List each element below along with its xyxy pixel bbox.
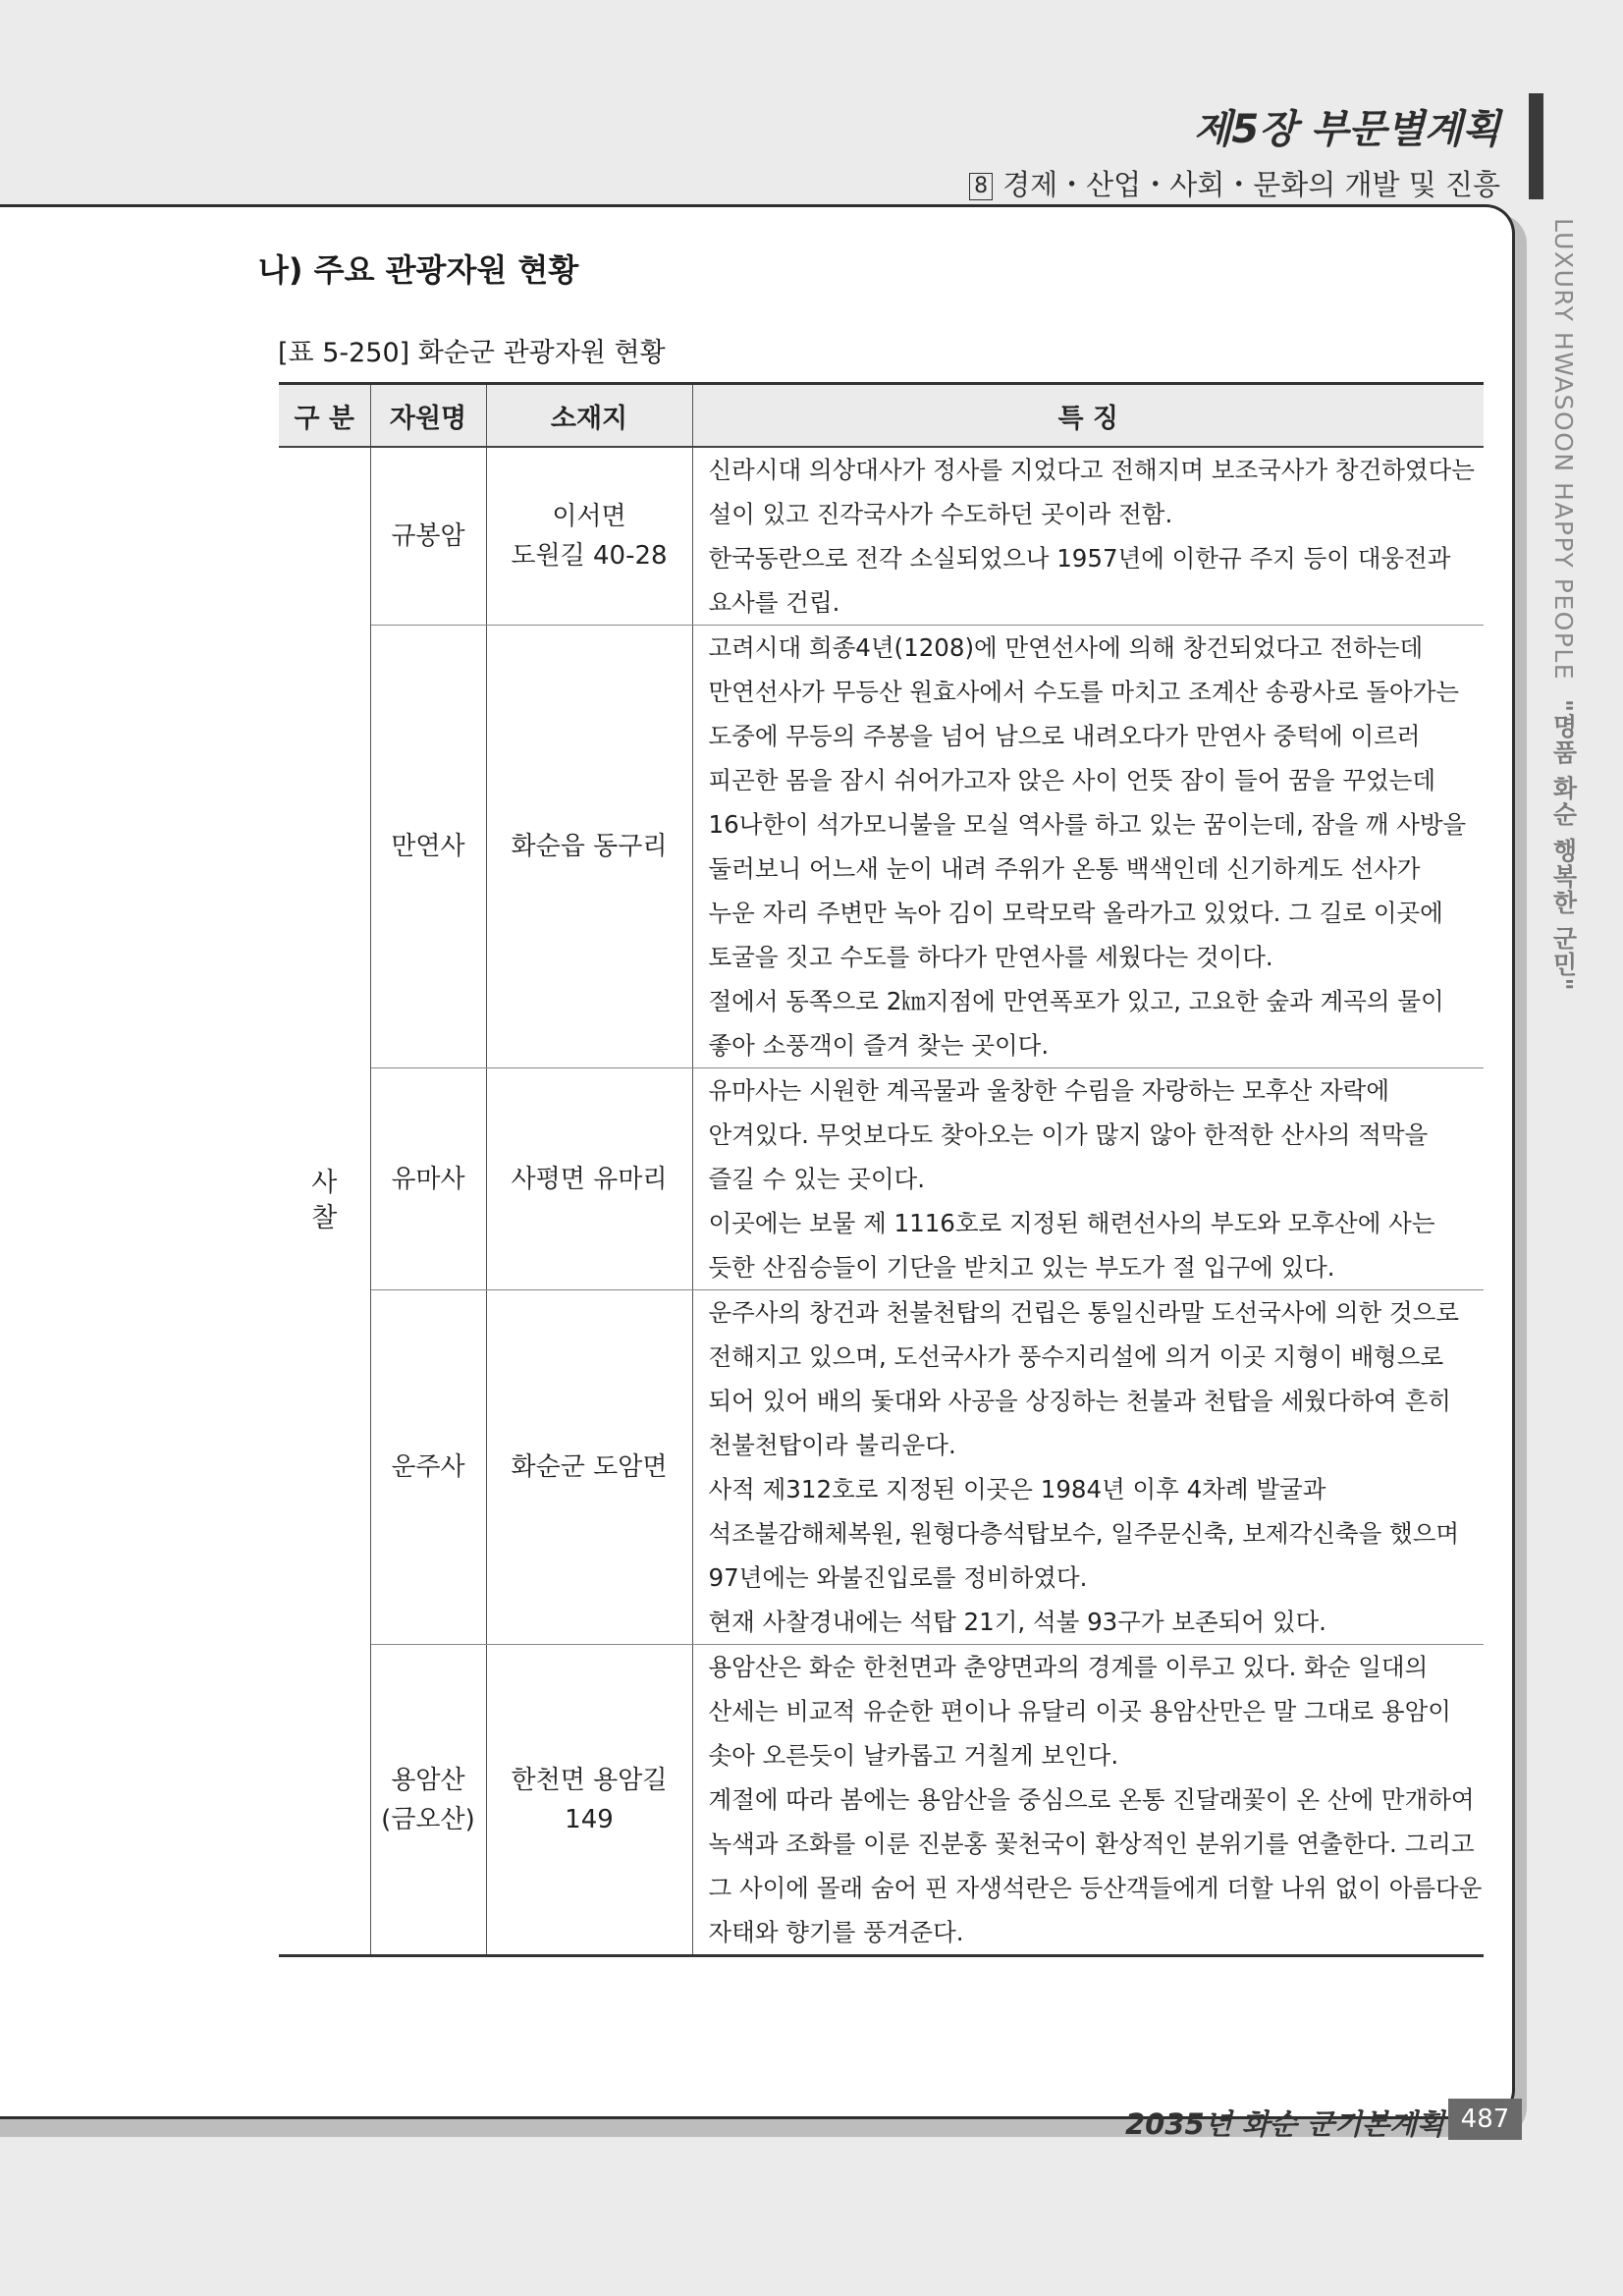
- feature-cell: [692, 1290, 1484, 1645]
- header-feature: 특 징: [692, 384, 1484, 448]
- section-number-box: 8: [969, 173, 993, 200]
- chapter-title: 제5장 부문별계획: [1193, 107, 1500, 152]
- feature-line: 계절에 따라 봄에는 용암산을 중심으로 온통 진달래꽃이 온 산에 만개하여: [708, 1785, 1475, 1814]
- resource-name: 유마사: [391, 1164, 465, 1194]
- feature-cell: [692, 1068, 1484, 1290]
- resource-name-cell: [370, 1290, 486, 1645]
- feature-line: 누운 자리 주변만 녹아 김이 모락모락 올라가고 있었다. 그 길로 이곳에: [708, 899, 1443, 927]
- resource-name-cell: [370, 447, 486, 626]
- feature-line: 그 사이에 몰래 숨어 핀 자생석란은 등산객들에게 더할 나위 없이 아름다운: [708, 1874, 1483, 1902]
- resource-name: 운주사: [391, 1452, 465, 1482]
- resource-name-cell: [370, 1068, 486, 1290]
- location-text: 이서면: [552, 502, 626, 531]
- feature-line: 되어 있어 배의 돛대와 사공을 상징하는 천불과 천탑을 세웠다하여 흔히: [708, 1387, 1451, 1415]
- feature-line: 천불천탑이라 불리운다.: [708, 1431, 956, 1459]
- feature-line: 피곤한 몸을 잠시 쉬어가고자 앉은 사이 언뜻 잠이 들어 꿈을 꾸었는데: [708, 766, 1436, 794]
- location-cell: [486, 1290, 692, 1645]
- location-text: 사평면 유마리: [511, 1164, 668, 1194]
- feature-cell: [692, 626, 1484, 1068]
- side-slogan-korean: "명품 화순 행복한 군민": [1549, 699, 1578, 993]
- location-text: 149: [565, 1804, 614, 1834]
- feature-line: 한국동란으로 전각 소실되었으나 1957년에 이한규 주지 등이 대웅전과: [708, 544, 1451, 573]
- header-accent-bar: [1529, 93, 1543, 199]
- header-name: 자원명: [370, 384, 486, 448]
- feature-line: 고려시대 희종4년(1208)에 만연선사에 의해 창건되었다고 전하는데: [708, 633, 1424, 662]
- resource-name: 용암산: [391, 1765, 465, 1795]
- feature-line: 운주사의 창건과 천불천탑의 건립은 통일신라말 도선국사에 의한 것으로: [708, 1298, 1460, 1327]
- feature-line: 녹색과 조화를 이룬 진분홍 꽃천국이 환상적인 분위기를 연출한다. 그리고: [708, 1830, 1475, 1858]
- feature-line: 요사를 건립.: [708, 588, 840, 617]
- table-row: [279, 1645, 1484, 1956]
- category-label: 사: [311, 1168, 338, 1198]
- tourism-resources-table: [279, 382, 1484, 1957]
- resource-name: 규봉암: [391, 521, 465, 551]
- feature-line: 설이 있고 진각국사가 수도하던 곳이라 전함.: [708, 500, 1173, 528]
- feature-cell: [692, 447, 1484, 626]
- feature-line: 만연선사가 무등산 원효사에서 수도를 마치고 조계산 송광사로 돌아가는: [708, 678, 1460, 706]
- section-title: 경제・산업・사회・문화의 개발 및 진흥: [1002, 168, 1500, 201]
- resource-name-cell: [370, 626, 486, 1068]
- feature-line: 용암산은 화순 한천면과 춘양면과의 경계를 이루고 있다. 화순 일대의: [708, 1653, 1429, 1681]
- location-text: 한천면 용암길: [511, 1765, 668, 1795]
- feature-line: 산세는 비교적 유순한 편이나 유달리 이곳 용암산만은 말 그대로 용암이: [708, 1697, 1451, 1725]
- resource-name: (금오산): [381, 1804, 475, 1834]
- feature-line: 절에서 동쪽으로 2㎞지점에 만연폭포가 있고, 고요한 숲과 계곡의 물이: [708, 987, 1444, 1015]
- feature-line: 자태와 향기를 풍겨준다.: [708, 1918, 964, 1946]
- table-row: [279, 447, 1484, 626]
- footer-title: 2035년 화순 군기본계획: [1124, 2107, 1444, 2141]
- category-cell: [279, 447, 370, 1956]
- feature-line: 도중에 무등의 주봉을 넘어 남으로 내려오다가 만연사 중턱에 이르러: [708, 722, 1421, 750]
- location-text: 도원길 40-28: [511, 541, 668, 571]
- location-cell: [486, 626, 692, 1068]
- feature-line: 안겨있다. 무엇보다도 찾아오는 이가 많지 않아 한적한 산사의 적막을: [708, 1121, 1429, 1149]
- feature-line: 이곳에는 보물 제 1116호로 지정된 해련선사의 부도와 모후산에 사는: [708, 1209, 1435, 1237]
- header-location: 소재지: [486, 384, 692, 448]
- feature-line: 신라시대 의상대사가 정사를 지었다고 전해지며 보조국사가 창건하였다는: [708, 456, 1475, 484]
- feature-line: 좋아 소풍객이 즐겨 찾는 곳이다.: [708, 1031, 1050, 1060]
- feature-line: 솟아 오른듯이 날카롭고 거칠게 보인다.: [708, 1741, 1119, 1770]
- table-row: [279, 1290, 1484, 1645]
- feature-line: 토굴을 짓고 수도를 하다가 만연사를 세웠다는 것이다.: [708, 943, 1273, 971]
- feature-line: 둘러보니 어느새 눈이 내려 주위가 온통 백색인데 신기하게도 선사가: [708, 854, 1421, 883]
- location-cell: [486, 1645, 692, 1956]
- section-heading: 나) 주요 관광자원 현황: [258, 251, 579, 289]
- feature-line: 전해지고 있으며, 도선국사가 풍수지리설에 의거 이곳 지형이 배형으로: [708, 1342, 1444, 1371]
- table-caption: [표 5-250] 화순군 관광자원 현황: [278, 338, 666, 368]
- table-row: [279, 626, 1484, 1068]
- table-header-row: [279, 384, 1484, 448]
- table-body: [279, 447, 1484, 1956]
- location-text: 화순읍 동구리: [511, 832, 668, 861]
- side-slogan-english: LUXURY HWASOON HAPPY PEOPLE: [1549, 218, 1578, 682]
- feature-line: 석조불감해체복원, 원형다층석탑보수, 일주문신축, 보제각신축을 했으며: [708, 1519, 1460, 1548]
- category-label: 찰: [311, 1203, 338, 1233]
- page-number: 487: [1448, 2099, 1522, 2140]
- feature-line: 즐길 수 있는 곳이다.: [708, 1165, 925, 1193]
- table-row: [279, 1068, 1484, 1290]
- side-slogan: [1532, 218, 1581, 1063]
- location-text: 화순군 도암면: [511, 1452, 668, 1482]
- resource-name: 만연사: [391, 832, 465, 861]
- resource-name-cell: [370, 1645, 486, 1956]
- feature-line: 현재 사찰경내에는 석탑 21기, 석불 93구가 보존되어 있다.: [708, 1608, 1326, 1636]
- location-cell: [486, 1068, 692, 1290]
- feature-line: 16나한이 석가모니불을 모실 역사를 하고 있는 꿈이는데, 잠을 깨 사방을: [708, 810, 1467, 839]
- header-category: 구 분: [279, 384, 370, 448]
- feature-cell: [692, 1645, 1484, 1956]
- feature-line: 유마사는 시원한 계곡물과 울창한 수림을 자랑하는 모후산 자락에: [708, 1076, 1390, 1105]
- feature-line: 사적 제312호로 지정된 이곳은 1984년 이후 4차례 발굴과: [708, 1475, 1326, 1503]
- section-subtitle: [969, 163, 1500, 203]
- feature-line: 듯한 산짐승들이 기단을 받치고 있는 부도가 절 입구에 있다.: [708, 1253, 1335, 1282]
- location-cell: [486, 447, 692, 626]
- feature-line: 97년에는 와불진입로를 정비하였다.: [708, 1563, 1088, 1592]
